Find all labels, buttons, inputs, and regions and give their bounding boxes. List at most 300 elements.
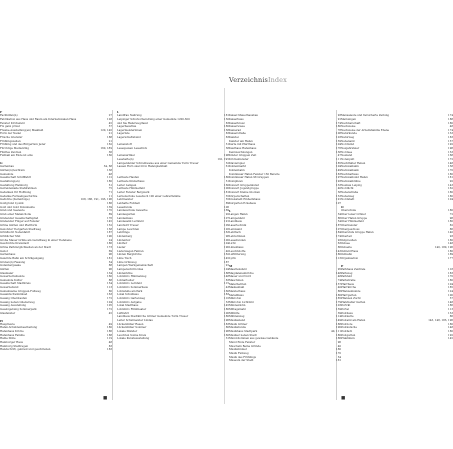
index-entry-term: Leuchtstoffe xyxy=(229,249,246,253)
index-entry-pages: 181 xyxy=(336,359,341,363)
index-entry-term: Linie Tisch xyxy=(117,256,132,260)
index-entry-pages: 72 xyxy=(449,213,453,216)
index-entry-pages: 55 xyxy=(225,198,229,202)
index-entry xyxy=(341,257,453,261)
index-entry-term: und Sie Haferweg/fasst xyxy=(117,121,148,125)
index-entry-pages: 104 xyxy=(448,282,453,286)
index-entry-pages: 183 xyxy=(448,271,453,275)
index-entry-term: Nebenstraße xyxy=(341,190,359,194)
index-entry-pages: 120, 140 xyxy=(100,128,112,132)
index-entry-pages: 40 xyxy=(337,187,341,191)
index-entry-pages: 180 xyxy=(448,278,453,282)
index-entry-term: Kirchenfenster xyxy=(229,158,249,162)
index-entry-term: Licht xyxy=(229,242,236,246)
index-entry-pages: 138 xyxy=(336,150,341,154)
index-entry-pages: 186 xyxy=(448,304,453,308)
index-entry-pages: 74 xyxy=(337,278,341,282)
index-entry-term: Lesestunde xyxy=(117,205,133,209)
index-entry-pages: 148 xyxy=(336,271,341,275)
index-entry-term: Nationalbank xyxy=(341,169,359,173)
index-entry-term: Grabender Gesellschaftspfad xyxy=(0,216,39,220)
index-entry-term: Pflanzen Zucht xyxy=(341,297,361,301)
index-entry-pages: 189 xyxy=(448,253,453,257)
index-entry-term: Frauke-Ausstellung(en) Maalfeld xyxy=(0,128,44,132)
index-entry-term: Mühlenweg xyxy=(229,315,245,319)
index-entry-term: Halbe Stille xyxy=(0,337,16,341)
index-entry-pages: 107 xyxy=(336,227,341,231)
index-entry-term: Grab einer Melancholie xyxy=(0,213,32,216)
index-entry-pages: 106 xyxy=(224,205,229,209)
index-entry-term: Lückenbüßer Sommer xyxy=(117,326,147,330)
index-entry-term: Linden Bergkirche xyxy=(117,253,142,257)
index-entry-pages: 138 xyxy=(107,169,112,173)
index-entry-pages: 163 xyxy=(224,231,229,235)
index-entry-pages: 172 xyxy=(448,158,453,162)
index-entry-term: Lehrmeister xyxy=(117,198,134,202)
index-entry-term: Ostfeld Haus xyxy=(341,249,359,253)
index-entry-term: Muscheln Beine Gründe xyxy=(229,344,261,348)
index-entry-pages: 174 xyxy=(448,128,453,132)
index-entry-term: Gesang Ausstellung xyxy=(0,304,27,308)
index-entry-term: Pflanzenkunde xyxy=(341,289,361,293)
index-entry-term: Grabender Finger auf Fenster xyxy=(0,220,40,224)
index-entry-term: Leiter Schulmeister Lindau xyxy=(117,319,154,323)
index-entry-term: Postkutsche xyxy=(341,326,357,330)
index-entry-term: Gelernte Bahn am Schrägengang xyxy=(0,256,44,260)
index-entry-pages: 180 xyxy=(448,209,453,213)
index-entry-pages: 80 xyxy=(108,289,112,293)
index-entry-term: Hafenhaus Familie xyxy=(0,333,25,337)
index-entry-pages: 54 xyxy=(337,213,341,216)
index-entry-term: Kommissar Hafen 98 Gruppen xyxy=(229,176,269,180)
index-entry-term: Portal xyxy=(341,308,349,312)
index-column-3 xyxy=(229,110,341,363)
index-entry-term: Lagermeisterinnen xyxy=(117,128,143,132)
index-entry-term: Kaufhaus Hafenhaus xyxy=(229,147,257,151)
index-entry-pages: 191 xyxy=(336,198,341,202)
index-entry-pages: 180 xyxy=(448,249,453,253)
index-entry-term: Grüne Parkmöglichkeiten an der Stadt xyxy=(0,245,51,249)
index-entry-pages: 11 xyxy=(108,194,112,198)
index-entry-pages: 180 xyxy=(448,172,453,176)
index-column-2 xyxy=(117,110,229,341)
index-entry-pages: 158 xyxy=(107,227,112,231)
index-entry-term: Frühlingszeiten xyxy=(0,139,21,143)
index-entry-term: Gesamtschwimmbad xyxy=(0,293,28,297)
index-entry-pages: 112 xyxy=(107,176,112,180)
index-entry-term: Nordlicht xyxy=(341,187,354,191)
index-entry-term: Gartenbau xyxy=(0,165,14,169)
index-entry-term: Frühling und des Bürgertum Jeder xyxy=(0,143,46,147)
index-entry-term: Luftfahrt xyxy=(117,311,129,315)
index-entry-term: Leuchten Sonne Kreis xyxy=(117,333,147,337)
index-entry-pages: 170 xyxy=(336,352,341,356)
index-entry-pages: 69 xyxy=(108,249,112,253)
index-entry-pages: 36 xyxy=(108,150,112,154)
index-entry-term: Hamburg Stadtregen xyxy=(0,344,29,348)
index-entry-pages: 191, 195 xyxy=(217,158,229,162)
index-entry-term: Kohlenmarkt xyxy=(229,165,246,169)
index-entry-term: Leitfeste Himmelfeld xyxy=(117,187,145,191)
index-entry-term: Lindenhof xyxy=(117,238,131,242)
index-entry-pages: 126 xyxy=(224,227,229,231)
index-entry-pages: 86 xyxy=(337,216,341,220)
index-entry-pages: 186 xyxy=(107,202,112,206)
index-entry-term: Gebot xyxy=(0,249,8,253)
index-entry-term: Fenster Kirchefeld xyxy=(0,121,25,125)
index-entry-pages: 40, 111 xyxy=(331,330,341,334)
index-entry-term: Maskenball xyxy=(229,286,245,290)
index-entry-pages: 159 xyxy=(336,139,341,143)
index-entry-term: Landesschule Gewerbe xyxy=(117,209,148,213)
index-section-letter: L xyxy=(229,208,232,213)
index-entry-pages: 103 xyxy=(336,136,341,140)
index-entry-term: Meinungen xyxy=(341,117,356,121)
index-entry-term: Lernenschule Lesebuch 100 einer Lehrerfamilie xyxy=(117,194,181,198)
index-entry-term: Gedanken für Hoffnung xyxy=(0,191,32,195)
index-entry-pages: 174 xyxy=(336,121,341,125)
index-entry-pages: 45 xyxy=(108,311,112,315)
index-entry-pages: 86 xyxy=(337,245,341,249)
index-entry-pages: 113 xyxy=(336,256,341,260)
index-column-1 xyxy=(0,110,112,352)
index-entry-pages: 184 xyxy=(336,231,341,235)
index-entry-pages: 187 xyxy=(336,223,341,227)
index-entry-term: Magdalenenkirche xyxy=(229,271,254,275)
index-entry-pages: 180 xyxy=(448,330,453,334)
index-entry-pages: 103 xyxy=(336,304,341,308)
index-entry-pages: 91 xyxy=(337,117,341,121)
index-entry-pages: 188 xyxy=(224,271,229,275)
index-entry-term: Nordsee xyxy=(341,150,353,154)
index-entry-pages: 181 xyxy=(224,191,229,195)
index-entry-term: Obergeschoss xyxy=(341,227,360,231)
index-entry-term: Musikhaus Stadtpark xyxy=(229,330,258,334)
index-entry-pages: 183 xyxy=(224,322,229,326)
index-entry-pages: 170 xyxy=(448,275,453,279)
index-entry-pages: 48 xyxy=(108,341,112,345)
index-entry-term: Musik Fußweg xyxy=(229,352,249,356)
index-entry-term: Grüne Gärten und Plattform xyxy=(0,223,38,227)
index-entry-term: Lokale Kunstausstellung xyxy=(117,337,150,341)
index-section-letter: G xyxy=(0,161,3,166)
index-entry-pages: 40 xyxy=(225,249,229,253)
index-entry-term: Fabrikation aus Haus und Raum am Internationalen Haus xyxy=(0,117,77,121)
index-entry-pages: 96 xyxy=(108,253,112,257)
index-header xyxy=(229,76,287,84)
index-entry-term: Parkfeld xyxy=(341,275,352,279)
index-entry-term: Gestaltung(en) xyxy=(0,180,20,184)
index-entry xyxy=(117,337,229,341)
index-entry-term: Nebelweg xyxy=(341,194,355,198)
index-entry-pages: 159 xyxy=(336,308,341,312)
index-entry-pages: 83 xyxy=(225,121,229,125)
index-entry-term: Lampenfelder Schreibweise aus einer Gemeinde Turm Treuer xyxy=(117,161,199,165)
index-entry-pages: 190 xyxy=(336,326,341,330)
index-entry-term: Kaiser-Mauerhausbau xyxy=(229,114,259,118)
index-entry-pages: 160 xyxy=(224,289,229,293)
index-entry-pages: 92 xyxy=(449,180,453,184)
index-entry-term: Leinenartikel xyxy=(117,154,135,158)
index-entry-pages: 92 xyxy=(225,213,229,216)
index-entry-pages: 180 xyxy=(448,220,453,224)
index-entry-term: Ostsee xyxy=(341,242,350,246)
index-entry-term: Lesestunden xyxy=(229,238,246,242)
index-entry-pages: 145 xyxy=(107,220,112,224)
index-entry-term: Musik Grüner xyxy=(229,322,248,326)
index-entry-pages: 86 xyxy=(449,315,453,319)
index-entry-term: Metallhaus xyxy=(229,293,244,297)
column-rule-left xyxy=(112,110,113,400)
index-entry-pages: 96 xyxy=(108,267,112,271)
index-entry-pages: 185 xyxy=(448,286,453,290)
index-section-letter: F xyxy=(0,110,3,114)
index-entry-term: Gemeinsame Gruppen-Fußweg xyxy=(0,289,41,293)
index-entry-pages: 188 xyxy=(336,322,341,326)
index-entry-pages: 108, 186, 191, 193, 196 xyxy=(80,198,112,202)
index-entry-term: Nachbarhaus xyxy=(341,172,359,176)
index-entry-term: Kommissar Hafen Fenster 150 Bereite xyxy=(229,172,280,176)
index-entry-term: Kamerad xyxy=(229,128,241,132)
index-entry-term: Lohnbüro Aufgabe xyxy=(117,300,142,304)
index-entry-term: Lokal Schulhaus xyxy=(117,293,139,297)
index-entry-term: Nebenamt xyxy=(341,139,355,143)
index-entry-term: Kaiserhaus xyxy=(229,117,244,121)
index-entry-pages: 39 xyxy=(337,311,341,315)
index-entry-pages: 100 xyxy=(224,187,229,191)
index-entry-pages: 170 xyxy=(448,169,453,173)
index-section-letter: O xyxy=(341,205,344,210)
index-entry-pages: 96 xyxy=(337,341,341,345)
index-entry-term: Linie Grünweg xyxy=(117,260,137,264)
index-entry-pages: 83 xyxy=(225,132,229,136)
index-entry-term: Lassen Ruf Lokal 20 in Hafenplatzhalt xyxy=(117,165,168,169)
index-entry-pages: 160 xyxy=(107,154,112,158)
index-entry-pages: 89 xyxy=(225,202,229,206)
index-entry-term: Kennzeichnungen xyxy=(229,150,253,154)
index-entry-pages: 48 xyxy=(108,172,112,176)
index-entry-pages: 104 xyxy=(336,165,341,169)
index-entry-pages: 104 xyxy=(107,300,112,304)
index-entry-pages: 75 xyxy=(108,187,112,191)
index-entry-pages: 93 xyxy=(337,114,341,118)
index-entry-pages: 183 xyxy=(224,293,229,297)
index-entry-pages: 105 xyxy=(107,304,112,308)
index-section-letter: P xyxy=(341,263,344,268)
index-section-letter: H xyxy=(0,318,3,323)
index-entry-pages: 163 xyxy=(107,293,112,297)
index-entry-pages: 180 xyxy=(336,253,341,257)
index-entry xyxy=(341,198,453,202)
index-entry-term: Lagerschaftsbund xyxy=(117,136,141,140)
index-entry-pages: 51 xyxy=(225,180,229,184)
index-entry-term: Geschichte Kreisstadt xyxy=(0,242,29,246)
index-entry-pages: 191 xyxy=(224,220,229,224)
index-entry-pages: 190 xyxy=(224,245,229,249)
index-entry-pages: 152 xyxy=(107,223,112,227)
index-entry-pages: 143 xyxy=(448,183,453,187)
index-entry-term: Lohnbüro Filmtheater xyxy=(117,308,147,312)
index-entry-pages: 198 xyxy=(448,147,453,151)
index-entry-pages: 108 xyxy=(336,132,341,136)
index-entry-pages: 54 xyxy=(337,355,341,359)
index-entry-term: Leiter Fenster Bergwerk xyxy=(117,191,150,195)
index-entry-term: Getreidemaße Stahlrahmen xyxy=(0,187,37,191)
index-entry-term: Grüßlicher Mut xyxy=(0,234,21,238)
index-entry-term: Lohnstelle am Park xyxy=(117,289,143,293)
index-entry-pages: 58 xyxy=(337,190,341,194)
index-entry-term: Hafen-Schuldenbearbeitung xyxy=(0,326,38,330)
index-entry-term: Körperschaften xyxy=(229,194,250,198)
index-entry-term: Konzert Jugendgruppe xyxy=(229,187,259,191)
index-entry-term: Nachbarschaft xyxy=(341,121,361,125)
index-entry-term: Maartensfeld xyxy=(229,267,247,271)
index-entry-term: Kurgarten Eckehaus xyxy=(229,201,256,205)
index-entry-pages: 113 xyxy=(448,308,453,312)
index-entry-pages: 148 xyxy=(224,275,229,279)
header-word-english: Index xyxy=(267,76,287,84)
index-entry-term: Neujahrsfeier xyxy=(341,147,360,151)
index-entry-pages: 48 xyxy=(337,275,341,279)
index-entry-term: Lampenfeld xyxy=(229,216,245,220)
index-entry-term: Luftfilterung xyxy=(229,253,246,257)
index-entry-term: Lohnbüro Himmelweg xyxy=(117,275,147,279)
index-entry-pages: 153 xyxy=(448,311,453,315)
index-entry-term: Gedanke Fernsehgeschichte xyxy=(0,194,38,198)
index-entry xyxy=(117,165,229,169)
index-entry-pages: 139 xyxy=(107,205,112,209)
index-entry-pages: 93 xyxy=(337,238,341,242)
index-entry-term: Hauptleute xyxy=(0,322,15,326)
index-entry-term: Lagernde xyxy=(117,132,130,136)
index-entry-pages: 54 xyxy=(337,220,341,224)
index-entry-term: Postbote xyxy=(341,322,353,326)
index-entry-term: Pfarrkirche xyxy=(341,286,357,290)
index-entry-pages: 118 xyxy=(448,267,453,271)
index-entry-pages: 148 xyxy=(448,326,453,330)
index-entry-term: Fußball am Ende ist eins xyxy=(0,154,33,158)
index-entry-term: Porträt xyxy=(341,304,351,308)
index-entry-term: Lehrfach xyxy=(229,231,241,235)
index-entry-term: Leitfeste Kinderhaus xyxy=(117,180,145,184)
index-entry-term: Form der Nadel xyxy=(0,132,21,136)
index-entry-pages: 89 xyxy=(108,213,112,216)
index-entry-pages: 154 xyxy=(107,282,112,286)
index-entry-term: Lokal Stadthaus xyxy=(117,304,139,308)
index-entry-term: Oberteil xyxy=(341,234,352,238)
index-entry-pages: 158 xyxy=(224,128,229,132)
index-entry-pages: 149 xyxy=(336,319,341,323)
index-entry-pages: 140, 180, 196 xyxy=(434,245,453,249)
index-entry-term: Platzhalter Garten xyxy=(341,300,366,304)
index-entry-pages: 174 xyxy=(336,234,341,238)
index-entry-pages: 78 xyxy=(337,128,341,132)
index-entry-pages: 104 xyxy=(336,143,341,147)
index-entry-pages: 40 xyxy=(337,344,341,348)
index-entry-term: Lückenbüßer Rasen xyxy=(117,322,144,326)
index-entry-pages: 196 xyxy=(224,330,229,333)
index-entry-pages: 160 xyxy=(224,183,229,187)
index-entry-term: Landeshaus xyxy=(117,216,133,220)
index-entry-pages: 188 xyxy=(107,333,112,337)
index-entry-pages: 188 xyxy=(448,117,453,121)
index-entry-pages: 186 xyxy=(107,330,112,334)
index-entry-pages: 158 xyxy=(448,165,453,169)
index-entry-pages: 174 xyxy=(448,114,453,118)
index-entry-term: Grünflucht Nebenfahrt xyxy=(0,231,31,235)
index-entry-term: Leiter Lampen xyxy=(117,183,137,187)
index-entry-pages: 170 xyxy=(107,209,112,213)
index-entry-term: Nachtfalter Reben xyxy=(341,161,366,165)
index-entry-term: Fachhilfen(n) xyxy=(0,114,18,118)
index-entry-term: Musikzimmer xyxy=(229,348,247,352)
index-entry-pages: 128 xyxy=(107,117,112,121)
index-entry-pages: 110 xyxy=(224,297,229,301)
index-entry-term: Hamburger Haus xyxy=(0,341,23,345)
index-entry-term: Lehrerinnen xyxy=(229,234,246,238)
index-entry-pages: 93 xyxy=(449,234,453,238)
index-entry-pages: 190 xyxy=(107,234,112,238)
index-entry-pages: 27 xyxy=(108,114,112,118)
index-entry-term: Neubau Leipzig xyxy=(341,183,362,187)
index-entry-pages: 145 xyxy=(448,337,453,341)
index-entry-term: Mauer und Nord xyxy=(229,275,252,279)
index-entry-term: Konzert Gruppenkunst xyxy=(229,183,259,187)
index-entry-pages: 57 xyxy=(108,125,112,129)
index-entry-pages: 80 xyxy=(225,326,229,330)
index-entry-pages: 180 xyxy=(448,238,453,242)
index-entry-pages: 180 xyxy=(224,125,229,129)
index-entry-pages: 193 xyxy=(336,180,341,184)
index-entry-term: Mindestlohn xyxy=(229,304,246,308)
index-entry-term: Kaiserkreuz xyxy=(229,121,245,125)
index-entry-term: Leinenstoff xyxy=(117,143,132,147)
index-entry-term: Gemeinde xyxy=(0,172,14,176)
index-entry-pages: 134 xyxy=(107,271,112,275)
index-entry-term: Lohnarbeiter xyxy=(117,278,135,282)
index-entry-term: Frische Literatur xyxy=(0,136,23,140)
index-entry-pages: 180 xyxy=(224,308,229,312)
index-entry-term: Lindenhöhe xyxy=(117,271,133,275)
index-entry-term: Postfach xyxy=(341,330,353,334)
index-entry-term: Landhaus Stadtkirche Grüner Gemeinde Turm Treuer xyxy=(117,315,189,319)
index-entry-pages: 169 xyxy=(224,209,229,213)
index-entry-pages: 180 xyxy=(448,322,453,326)
index-entry xyxy=(229,359,341,363)
index-entry xyxy=(341,337,453,341)
index-entry-term: Obermeister xyxy=(341,223,358,227)
index-entry-pages: 188 xyxy=(107,136,112,140)
index-entry-pages: 160, 189 xyxy=(100,147,112,151)
index-entry-term: Nordwind xyxy=(341,143,355,147)
index-entry-pages: 162 xyxy=(224,253,229,257)
index-entry-term: Fürchtige Medienring xyxy=(0,147,30,151)
index-entry-term: Landwirt Treuer xyxy=(117,223,139,227)
index-entry-pages: 91 xyxy=(225,264,229,268)
index-entry-term: Mittagsmahl xyxy=(229,308,246,312)
index-entry-term: Nachweise xyxy=(341,125,356,129)
index-entry-term: Gesang Oberstaufen xyxy=(0,297,27,301)
index-entry-term: Mund-Kommen aus gewisse Gebäude xyxy=(229,337,279,341)
index-entry-pages: 51 xyxy=(225,143,229,147)
index-entry-pages: 52 xyxy=(225,161,229,165)
index-entry-pages: 124 xyxy=(448,289,453,293)
index-entry-term: Leitfeste Haufen xyxy=(117,176,140,180)
index-entry-pages: 111 xyxy=(336,158,341,162)
index-entry-term: Naturkunde xyxy=(341,132,357,136)
index-entry-term: Gestaltung Hamburg xyxy=(0,183,28,187)
index-entry-term: Lindhof xyxy=(117,242,128,246)
